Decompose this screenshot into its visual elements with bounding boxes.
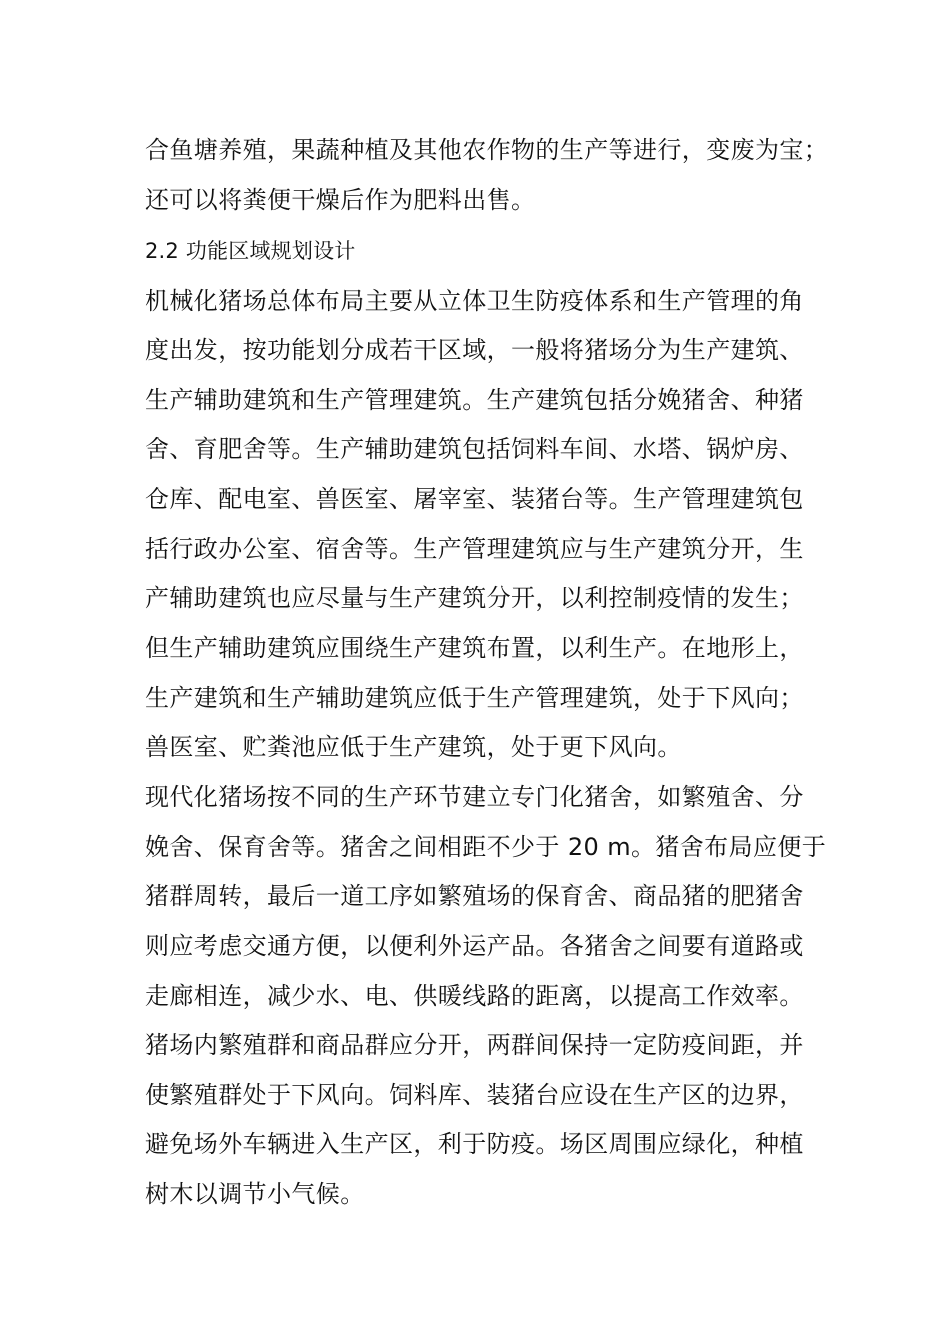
paragraph-1-line-2: 度出发，按功能划分成若干区域，一般将猪场分为生产建筑、 — [145, 336, 804, 364]
paragraph-intro-line-2: 还可以将粪便干燥后作为肥料出售。 — [145, 186, 536, 214]
paragraph-1-line-5: 仓库、配电室、兽医室、屠宰室、装猪台等。生产管理建筑包 — [145, 485, 804, 513]
paragraph-2-line-4: 则应考虑交通方便，以便利外运产品。各猪舍之间要有道路或 — [145, 932, 804, 960]
paragraph-1-line-7: 产辅助建筑也应尽量与生产建筑分开，以利控制疫情的发生； — [145, 584, 804, 612]
paragraph-1-line-8: 但生产辅助建筑应围绕生产建筑布置，以利生产。在地形上， — [145, 634, 804, 662]
paragraph-3-line-2: 使繁殖群处于下风向。饲料库、装猪台应设在生产区的边界， — [145, 1081, 804, 1109]
paragraph-2-line-3: 猪群周转，最后一道工序如繁殖场的保育舍、商品猪的肥猪舍 — [145, 882, 804, 910]
paragraph-3-line-4: 树木以调节小气候。 — [145, 1180, 365, 1208]
paragraph-intro-line-1: 合鱼塘养殖，果蔬种植及其他农作物的生产等进行，变废为宝； — [145, 136, 829, 164]
paragraph-2-line-5: 走廊相连，减少水、电、供暖线路的距离，以提高工作效率。 — [145, 982, 804, 1010]
paragraph-1-line-3: 生产辅助建筑和生产管理建筑。生产建筑包括分娩猪舍、种猪 — [145, 386, 804, 414]
paragraph-2-line-1: 现代化猪场按不同的生产环节建立专门化猪舍，如繁殖舍、分 — [145, 783, 804, 811]
paragraph-1-line-1: 机械化猪场总体布局主要从立体卫生防疫体系和生产管理的角 — [145, 287, 804, 315]
paragraph-3-line-1: 猪场内繁殖群和商品群应分开，两群间保持一定防疫间距，并 — [145, 1031, 804, 1059]
paragraph-1-line-9: 生产建筑和生产辅助建筑应低于生产管理建筑，处于下风向； — [145, 684, 804, 712]
paragraph-2-line-2: 娩舍、保育舍等。猪舍之间相距不少于 20 m。猪舍布局应便于 — [145, 833, 827, 861]
section-heading: 2.2 功能区域规划设计 — [145, 239, 356, 263]
paragraph-1-line-4: 舍、育肥舍等。生产辅助建筑包括饲料车间、水塔、锅炉房、 — [145, 435, 804, 463]
paragraph-3-line-3: 避免场外车辆进入生产区，利于防疫。场区周围应绿化，种植 — [145, 1130, 804, 1158]
paragraph-1-line-10: 兽医室、贮粪池应低于生产建筑，处于更下风向。 — [145, 733, 682, 761]
paragraph-1-line-6: 括行政办公室、宿舍等。生产管理建筑应与生产建筑分开，生 — [145, 535, 804, 563]
